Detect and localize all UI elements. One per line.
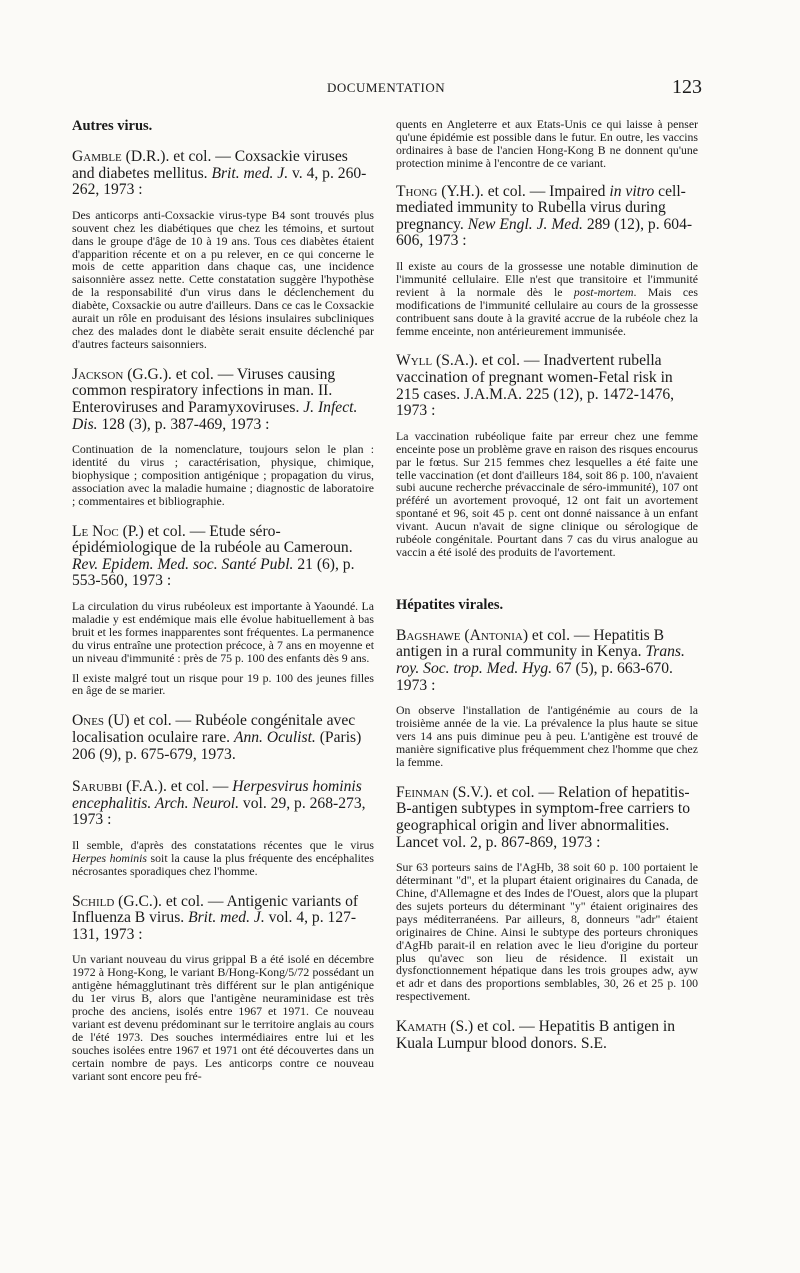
- reference-sarubbi: Sarubbi (F.A.). et col. — Herpesvirus hominis encephalitis. Arch. Neurol. vol. 29, p. 268-273, 1973 :: [72, 778, 366, 829]
- reference-schild: Schild (G.C.). et col. — Antigenic variants of Influenza B virus. Brit. med. J. vol. 4, p. 127-131, 1973 :: [72, 892, 359, 943]
- abstract-schild: Un variant nouveau du virus grippal B a été isolé en décembre 1972 à Hong-Kong, le variant B/Hong-Kong/5/72 possédant un antigène hémagglutinant très différent sur le plan antigénique du 1er virus B, alors que l'antigène neuraminidase est très proche des anciens, isolés entre 1967 et 1971. Ce nouveau variant est devenu prédominant sur le territoire anglais au cours de l'été 1973. Des souches intermédiaires entre lui et les souches isolées entre 1967 et 1971 ont été découvertes dans un certain nombre de pays. Les anticorps contre ce nouveau variant sont encore peu fré-: [72, 952, 374, 1083]
- reference-wyll: Wyll (S.A.). et col. — Inadvertent rubella vaccination of pregnant women-Fetal risk in 215 cases. J.A.M.A. 225 (12), p. 1472-1476, 1973 :: [396, 352, 675, 420]
- header-title: DOCUMENTATION: [327, 80, 446, 95]
- ref-author: Jackson (G.G.).: [72, 365, 172, 383]
- ref-author: Thong (Y.H.).: [396, 182, 484, 200]
- running-header: [0, 76, 800, 102]
- ref-author: Bagshawe (Antonia): [396, 626, 529, 644]
- reference-gamble: Gamble (D.R.). et col. — Coxsackie viruses and diabetes mellitus. Brit. med. J. v. 4, p. 260-262, 1973 :: [72, 148, 367, 199]
- section-title-autres-virus: Autres virus.: [72, 118, 153, 134]
- ref-author: Le Noc (P.): [72, 522, 144, 540]
- abstract-gamble: Des anticorps anti-Coxsackie virus-type B4 sont trouvés plus souvent chez les diabétiques que chez les témoins, et surtout dans le groupe d'âge de 10 à 19 ans. Tous ces diabètes étaient d'apparition récente et on a pu relever, en ce qui concerne le mois de cette apparition dans chaque cas, une incidence saisonnière assez nette. Cette constatation suggère l'hypothèse de la responsabilité d'un virus dans le déclenchement du diabète, Coxsackie ou autre d'ailleurs. Dans ce cas le Coxsackie aurait un rôle en produisant des lésions insulaires subcliniques chez des malades dont le diabète serait ensuite déclenché par d'autres facteurs saisonniers.: [72, 207, 374, 351]
- abstract-bagshawe: On observe l'installation de l'antigénémie au cours de la troisième année de la vie. La prévalence la plus haute se situe vers 14 ans puis diminue peu à peu. L'antigène est trouvé de manière significative plus fréquemment chez l'homme que chez la femme.: [396, 703, 698, 769]
- left-column: [72, 118, 374, 1099]
- reference-thong: Thong (Y.H.). et col. — Impaired in vitro cell-mediated immunity to Rubella virus during pregnancy. New Engl. J. Med. 289 (12), p. 604-606, 1973 :: [396, 182, 693, 250]
- abstract-schild-continued: quents en Angleterre et aux Etats-Unis ce qui laisse à penser qu'une épidémie est possible dans le futur. En outre, les vaccins ordinaires à base de l'ancien Hong-Kong B ne donnent qu'une protection minime à l'encontre de ce variant.: [396, 117, 698, 170]
- right-column: [396, 118, 698, 1062]
- abstract-thong: Il existe au cours de la grossesse une notable diminution de l'immunité cellulaire. Elle n'est que transitoire et l'immunité revient à la normale dès le post-mortem. Mais ces modifications de l'immunité cellulaire au cours de la grossesse contribuent sans doute à la gravité accrue de la rubéole chez la femme enceinte, non antérieurement immunisée.: [396, 259, 698, 338]
- abstract-le-noc-2: Il existe malgré tout un risque pour 19 p. 100 des jeunes filles en âge de se marier.: [72, 670, 374, 698]
- ref-author: Schild (G.C.).: [72, 892, 162, 910]
- abstract-feinman: Sur 63 porteurs sains de l'AgHb, 38 soit 60 p. 100 portaient le déterminant "d", et la plupart étaient originaires du Canada, de Chine, d'Allemagne et des Indes de l'Ouest, alors que la plupart des sujets porteurs du déterminant "y" étaient originaires des pays méditerranéens. Par ailleurs, 8, donneurs "adr" étaient originaires de Chine. Ainsi le subtype des porteurs chroniques d'AgHb parait-il en relation avec le lieu d'origine du porteur plus qu'avec son lieu de résidence. Il existait un dysfonctionnement hépatique dans les trois groupes adw, ayw et adr et dans des proportions semblables, 30, 26 et 25 p. 100 respectivement.: [396, 860, 698, 1004]
- ref-author: Wyll (S.A.).: [396, 352, 479, 370]
- abstract-wyll: La vaccination rubéolique faite par erreur chez une femme enceinte pose un problème grave en raison des risques encourus par le fœtus. Sur 215 femmes chez lesquelles a été faite une telle vaccination (et dont d'ailleurs 184, soit 86 p. 100, n'avaient subi aucune recherche prévaccinale de séro-immunité), 107 ont préféré un avortement provoqué, 12 ont fait un avortement spontané et 96, soit 45 p. cent ont donné naissance à un enfant vivant. Aucun n'avait de signe clinique ou sérologique de rubéole congénitale. Pourtant dans 7 cas du virus analogue au vaccin a été isolé des produits de l'avortement.: [396, 428, 698, 559]
- abstract-sarubbi: Il semble, d'après des constatations récentes que le virus Herpes hominis soit la cause la plus fréquente des encéphalites nécrosantes sporadiques chez l'homme.: [72, 837, 374, 878]
- reference-kamath: Kamath (S.) et col. — Hepatitis B antigen in Kuala Lumpur blood donors. S.E.: [396, 1018, 676, 1052]
- reference-ones: Ones (U) et col. — Rubéole congénitale avec localisation oculaire rare. Ann. Oculist. (Paris) 206 (9), p. 675-679, 1973.: [72, 712, 362, 763]
- ref-author: Gamble (D.R.).: [72, 148, 170, 165]
- reference-le-noc: Le Noc (P.) et col. — Etude séro-épidémiologique de la rubéole au Cameroun. Rev. Epidem. Med. soc. Santé Publ. 21 (6), p. 553-560, 1973 :: [72, 522, 355, 590]
- page-number: 123: [672, 76, 702, 98]
- abstract-le-noc: La circulation du virus rubéoleux est importante à Yaoundé. La maladie y est endémique mais elle évolue habituellement à bas bruit et les formes inapparentes sont fréquentes. La permanence du virus entraîne une protection précoce, à 7 ans en moyenne et un niveau d'immunité : près de 75 p. 100 des enfants dès 9 ans.: [72, 599, 374, 665]
- ref-author: Ones (U): [72, 712, 130, 730]
- abstract-jackson: Continuation de la nomenclature, toujours selon le plan : identité du virus ; caractérisation, physique, chimique, biophysique ; composition antigénique ; propagation du virus, association avec la maladie humaine ; diagnostic de laboratoire ; commentaires et bibliographie.: [72, 442, 374, 508]
- section-title-hepatites: Hépatites virales.: [396, 596, 504, 613]
- ref-author: Feinman (S.V.).: [396, 783, 493, 801]
- ref-author: Sarubbi (F.A.).: [72, 778, 167, 796]
- reference-jackson: Jackson (G.G.). et col. — Viruses causing common respiratory infections in man. II. Enteroviruses and Paramyxoviruses. J. Infect. Dis. 128 (3), p. 387-469, 1973 :: [72, 365, 358, 433]
- reference-feinman: Feinman (S.V.). et col. — Relation of hepatitis-B-antigen subtypes in symptom-free carriers to geographical origin and liver abnormalities. Lancet vol. 2, p. 867-869, 1973 :: [396, 783, 691, 851]
- ref-author: Kamath (S.): [396, 1018, 474, 1036]
- reference-bagshawe: Bagshawe (Antonia) et col. — Hepatitis B antigen in a rural community in Kenya. Trans. roy. Soc. trop. Med. Hyg. 67 (5), p. 663-670. 1973 :: [396, 626, 685, 694]
